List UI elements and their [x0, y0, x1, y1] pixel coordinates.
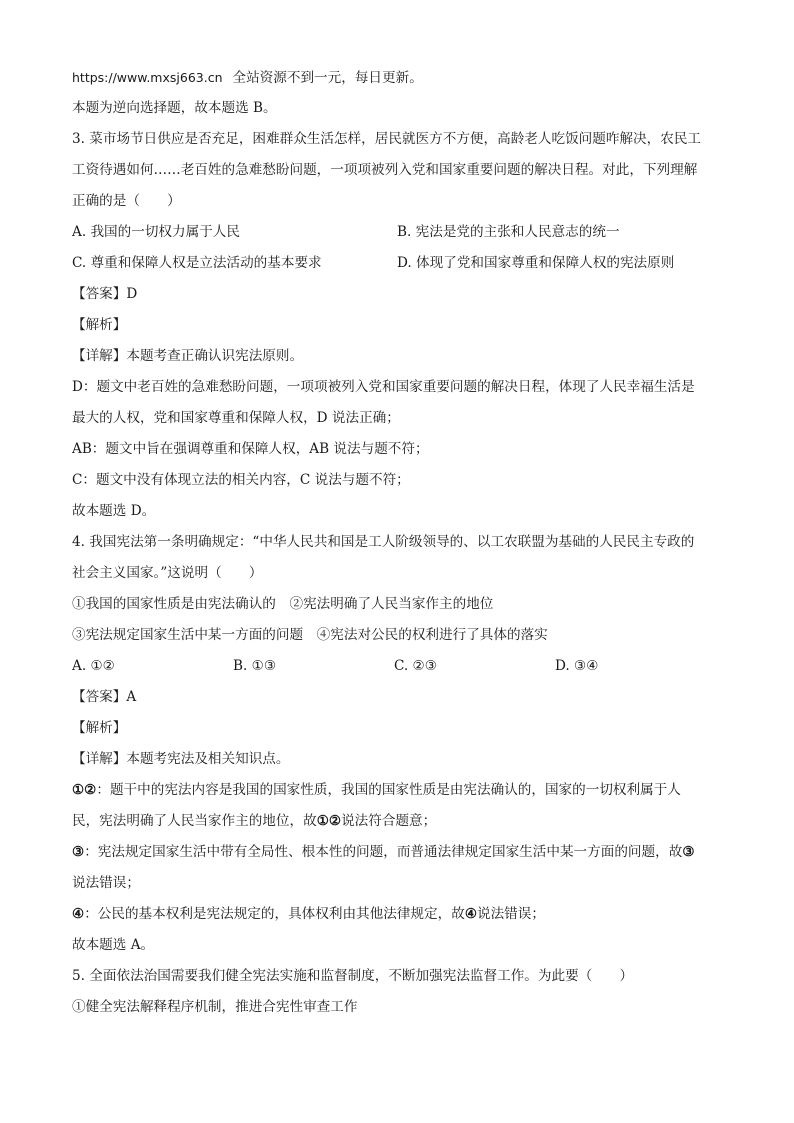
q4-explanation-12-label: ①② — [72, 782, 97, 798]
q3-options-row-1 — [72, 217, 732, 248]
q3-option-c: C. 尊重和保障人权是立法活动的基本要求 — [72, 255, 322, 271]
question-3 — [72, 124, 732, 527]
q4-conclusion: 故本题选 A。 — [72, 937, 155, 953]
q4-explanation-4-ref: ④ — [464, 906, 477, 922]
q4-options-row — [72, 651, 732, 682]
q3-option-d: D. 体现了党和国家尊重和保障人权的宪法原则 — [397, 255, 675, 271]
q5-stem: 5. 全面依法治国需要我们健全宪法实施和监督制度，不断加强宪法监督工作。为此要（ ） — [72, 968, 634, 984]
q4-explanation-12-line-1 — [72, 775, 732, 806]
site-slogan: 全站资源不到一元，每日更新。 — [232, 70, 423, 86]
q4-explanation-12-line-2 — [72, 806, 732, 837]
q4-explanation-3-label: ③ — [72, 844, 85, 860]
q3-answer-value: D — [126, 286, 138, 302]
q3-explanation-d-line-2: 最大的人权，党和国家尊重和保障人权，D 说法正确； — [72, 410, 400, 426]
q3-explanation-d-line-1: D：题文中老百姓的急难愁盼问题，一项项被列入党和国家重要问题的解决日程，体现了人民幸福生活是 — [72, 379, 695, 395]
q4-answer-tag: 【答案】 — [72, 689, 127, 705]
site-url-link[interactable]: https://www.mxsj663.cn — [72, 70, 223, 85]
q3-explanation-c: C：题文中没有体现立法的相关内容，C 说法与题不符； — [72, 472, 410, 488]
q3-stem-line-3: 正确的是（ ） — [72, 193, 181, 209]
q3-option-a: A. 我国的一切权力属于人民 — [72, 224, 240, 240]
q4-statements-3-4: ③宪法规定国家生活中某一方面的问题 ④宪法对公民的权利进行了具体的落实 — [72, 627, 548, 643]
q3-conclusion: 故本题选 D。 — [72, 503, 156, 519]
q4-detail-text: 本题考宪法及相关知识点。 — [126, 751, 290, 767]
q4-explanation-12-text-2a: 民，宪法明确了人民当家作主的地位，故 — [72, 813, 317, 829]
q3-option-b: B. 宪法是党的主张和人民意志的统一 — [397, 224, 620, 240]
q4-explanation-4-label: ④ — [72, 906, 85, 922]
q4-explanation-3-ref: ③ — [682, 844, 695, 860]
q4-explanation-3-text: ：宪法规定国家生活中带有全局性、根本性的问题，而普通法律规定国家生活中某一方面的问题，故 — [84, 844, 683, 860]
q4-option-b: B. ①③ — [233, 658, 277, 674]
q4-explanation-4-text: ：公民的基本权利是宪法规定的，具体权利由其他法律规定，故 — [84, 906, 465, 922]
site-header — [72, 62, 732, 93]
page-content — [72, 62, 732, 1023]
question-5 — [72, 961, 732, 1023]
q3-detail — [72, 341, 732, 372]
q4-detail-tag: 【详解】 — [72, 751, 127, 767]
q4-answer — [72, 682, 732, 713]
q4-statements-1-2: ①我国的国家性质是由宪法确认的 ②宪法明确了人民当家作主的地位 — [72, 596, 494, 612]
previous-conclusion: 本题为逆向选择题，故本题选 B。 — [72, 100, 277, 116]
q4-explanation-12-text: ：题干中的宪法内容是我国的国家性质，我国的国家性质是由宪法确认的，国家的一切权利属于人 — [96, 782, 681, 798]
q3-analysis-tag: 【解析】 — [72, 317, 127, 333]
q4-analysis-tag: 【解析】 — [72, 720, 127, 736]
q5-statement-1: ①健全宪法解释程序机制，推进合宪性审查工作 — [72, 999, 358, 1015]
q4-option-a: A. ①② — [72, 658, 115, 674]
q4-explanation-3-line-2: 说法错误； — [72, 875, 140, 891]
q3-explanation-ab: AB：题文中旨在强调尊重和保障人权，AB 说法与题不符； — [72, 441, 429, 457]
q3-options-row-2 — [72, 248, 732, 279]
q4-explanation-4 — [72, 899, 732, 930]
question-4 — [72, 527, 732, 961]
q3-detail-tag: 【详解】 — [72, 348, 127, 364]
q4-stem-line-1: 4. 我国宪法第一条明确规定：“中华人民共和国是工人阶级领导的、以工农联盟为基础的人民民主专政的 — [72, 534, 695, 550]
q3-answer-tag: 【答案】 — [72, 286, 127, 302]
q4-explanation-4-text-c: 说法错误； — [477, 906, 545, 922]
q4-explanation-12-text-2c: 说法符合题意； — [341, 813, 437, 829]
q4-explanation-12-ref: ①② — [316, 813, 342, 829]
q3-stem-line-2: 工资待遇如何……老百姓的急难愁盼问题，一项项被列入党和国家重要问题的解决日程。对此，下列理解 — [72, 162, 698, 178]
q4-option-d: D. ③④ — [555, 658, 599, 674]
q4-answer-value: A — [126, 689, 137, 705]
q4-option-c: C. ②③ — [394, 658, 437, 674]
q4-explanation-3-line-1 — [72, 837, 732, 868]
q3-stem-line-1: 3. 菜市场节日供应是否充足，困难群众生活怎样，居民就医方不方便，高龄老人吃饭问题咋解决，农民工 — [72, 131, 702, 147]
q4-detail — [72, 744, 732, 775]
q3-detail-text: 本题考查正确认识宪法原则。 — [126, 348, 304, 364]
q4-stem-line-2: 社会主义国家。”这说明（ ） — [72, 565, 263, 581]
q3-answer — [72, 279, 732, 310]
